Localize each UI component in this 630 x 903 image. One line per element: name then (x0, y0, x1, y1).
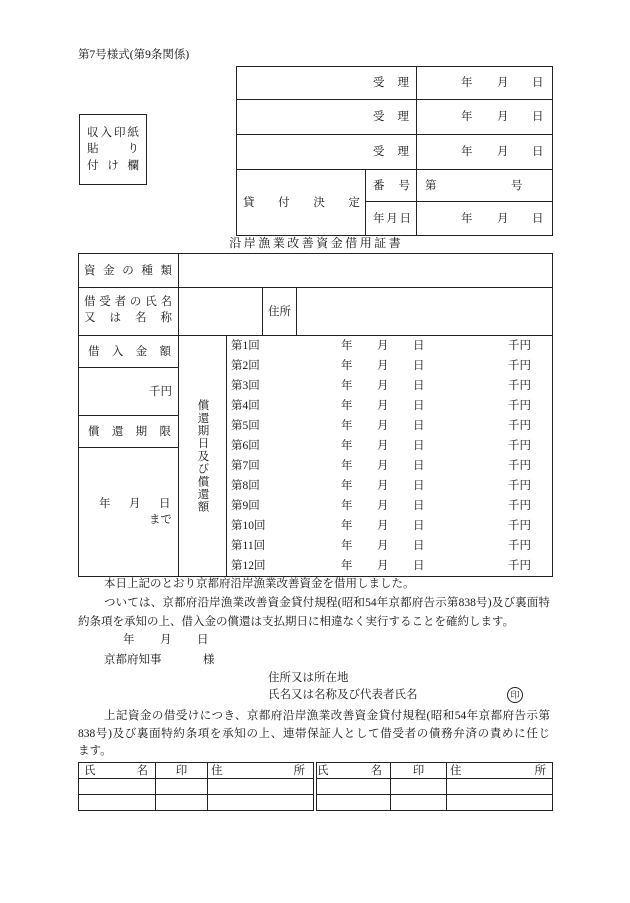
installment-label: 第5回 (231, 420, 260, 432)
declaration-line: ついては、京都府沿岸漁業改善資金貸付規程(昭和54年京都府告示第838号)及び裏面特 (104, 597, 550, 609)
amount-unit-label: 千円 (508, 420, 531, 432)
guarantor-line: 838号)及び裏面特約条項を承知の上、連帯保証人として借受者の債務弁済の責めに任じ (78, 728, 550, 740)
amount-unit-label: 千円 (508, 400, 531, 412)
guarantor-name-field (316, 778, 391, 795)
stamp-box-label-line: 付け欄 (87, 160, 139, 172)
day-label: 日 (413, 480, 425, 492)
guarantor-seal-field (155, 794, 208, 811)
year-label: 年 (341, 380, 353, 392)
receipt-date-field (416, 99, 553, 135)
borrower-label-line: 又は名称 (84, 312, 172, 324)
fund-type-label: 資金の種類 (84, 264, 172, 277)
year-label: 年 (123, 634, 135, 646)
amount-unit-label: 千円 (508, 460, 531, 472)
receipt-date-field (416, 134, 553, 170)
month-label: 月 (377, 420, 389, 432)
guarantor-name-field (316, 794, 391, 811)
borrower-name-label: 氏名又は名称及び代表者氏名 (268, 689, 418, 701)
year-label: 年 (341, 360, 353, 372)
loan-decision-label: 貸付決定 (243, 196, 360, 209)
month-label: 月 (377, 560, 389, 572)
month-label: 月 (377, 440, 389, 452)
repayment-schedule (226, 335, 553, 577)
year-label: 年 (341, 480, 353, 492)
day-label: 日 (159, 498, 171, 510)
guarantor-address-header (446, 762, 553, 779)
number-suffix: 号 (511, 179, 523, 192)
number-prefix: 第 (425, 179, 437, 192)
schedule-label-cell (178, 335, 227, 577)
guarantor-address-field (446, 794, 553, 811)
borrower-name-field (178, 287, 263, 336)
day-label: 日 (413, 560, 425, 572)
address-label-cell (262, 287, 297, 336)
decision-number-label: 番号 (373, 179, 410, 192)
borrower-label-line: 借受者の氏名 (84, 296, 172, 308)
addressee-honorific: 様 (203, 654, 215, 666)
schedule-row (227, 416, 552, 436)
month-label: 月 (377, 540, 389, 552)
loan-amount-label-cell (78, 335, 179, 368)
month-label: 月 (377, 520, 389, 532)
installment-label: 第4回 (231, 400, 260, 412)
day-label: 日 (413, 500, 425, 512)
year-label: 年 (341, 400, 353, 412)
day-label: 日 (413, 360, 425, 372)
guarantor-seal-field (390, 794, 447, 811)
installment-label: 第8回 (231, 480, 260, 492)
repayment-deadline-label: 償還期限 (88, 425, 171, 438)
declaration-line: 約条項を承知の上、借入金の償還は支払期日に相違なく実行することを確約します。 (78, 616, 515, 628)
installment-label: 第10回 (231, 520, 266, 532)
guarantor-name-field (78, 794, 156, 811)
month-label: 月 (377, 500, 389, 512)
guarantor-seal-field (390, 778, 447, 795)
loan-decision-label-cell (236, 169, 366, 236)
installment-label: 第6回 (231, 440, 260, 452)
schedule-row (227, 356, 552, 376)
guarantor-seal-field (155, 778, 208, 795)
address-label: 住所 (268, 305, 291, 318)
installment-label: 第2回 (231, 360, 260, 372)
schedule-row (227, 376, 552, 396)
stamp-box-label-line: 収入印紙 (87, 127, 139, 139)
year-label: 年 (99, 498, 111, 510)
guarantor-line: ます。 (78, 745, 112, 757)
receipt-label: 受理 (373, 146, 409, 158)
receipt-label-cell (236, 134, 417, 170)
day-label: 日 (413, 540, 425, 552)
installment-label: 第12回 (231, 560, 266, 572)
installment-label: 第7回 (231, 460, 260, 472)
addressee: 京都府知事 (104, 654, 162, 666)
day-label: 日 (413, 520, 425, 532)
year-label: 年 (461, 111, 473, 123)
installment-label: 第3回 (231, 380, 260, 392)
month-label: 月 (377, 460, 389, 472)
day-label: 日 (413, 400, 425, 412)
fund-type-field (178, 253, 553, 288)
year-label: 年 (341, 560, 353, 572)
year-label: 年 (461, 77, 473, 89)
name-header-label: 氏名 (84, 764, 148, 777)
day-label: 日 (532, 212, 544, 225)
month-label: 月 (497, 111, 509, 123)
schedule-row (227, 516, 552, 536)
receipt-label-cell (236, 99, 417, 135)
month-label: 月 (377, 480, 389, 492)
year-label: 年 (341, 540, 353, 552)
decision-date-field (416, 201, 553, 236)
seal-header-label: 印 (412, 764, 425, 777)
repayment-deadline-label-cell (78, 415, 179, 448)
month-label: 月 (497, 212, 509, 225)
year-label: 年 (461, 146, 473, 158)
month-label: 月 (129, 498, 141, 510)
year-label: 年 (461, 212, 473, 225)
year-label: 年 (341, 500, 353, 512)
guarantor-name-field (78, 778, 156, 795)
deadline-suffix: まで (149, 514, 172, 526)
guarantor-line: 上記資金の借受けにつき、京都府沿岸漁業改善資金貸付規程(昭和54年京都府告示第 (104, 710, 550, 722)
fund-type-label-cell (78, 253, 179, 288)
seal-mark-icon: 印 (507, 687, 523, 703)
address-header-label: 住所 (450, 764, 546, 777)
decision-date-label-cell (365, 201, 417, 236)
schedule-row (227, 336, 552, 356)
loan-amount-field (78, 367, 179, 416)
receipt-date-field (416, 66, 553, 100)
month-label: 月 (497, 146, 509, 158)
decision-number-field (416, 169, 553, 202)
revenue-stamp-box (79, 114, 147, 185)
year-label: 年 (341, 340, 353, 352)
month-label: 月 (377, 380, 389, 392)
decision-date-label: 年月日 (373, 212, 411, 225)
declaration-line: 本日上記のとおり京都府沿岸漁業改善資金を借用しました。 (104, 578, 415, 590)
year-label: 年 (341, 440, 353, 452)
month-label: 月 (160, 634, 172, 646)
amount-unit-label: 千円 (508, 560, 531, 572)
seal-header-label: 印 (175, 764, 188, 777)
guarantor-address-header (207, 762, 314, 779)
stamp-box-label-line: 貼り (87, 143, 139, 155)
day-label: 日 (413, 340, 425, 352)
installment-label: 第11回 (231, 540, 266, 552)
amount-unit-label: 千円 (508, 500, 531, 512)
guarantor-address-field (207, 794, 314, 811)
guarantor-address-field (446, 778, 553, 795)
guarantor-name-header (316, 762, 391, 779)
document-title: 沿岸漁業改善資金借用証書 (229, 236, 404, 250)
schedule-row (227, 536, 552, 556)
form-number: 第7号様式(第9条関係) (78, 49, 190, 61)
year-label: 年 (341, 420, 353, 432)
loan-amount-unit: 千円 (149, 385, 172, 398)
year-label: 年 (341, 460, 353, 472)
installment-label: 第1回 (231, 340, 260, 352)
day-label: 日 (532, 77, 544, 89)
schedule-row (227, 476, 552, 496)
amount-unit-label: 千円 (508, 340, 531, 352)
amount-unit-label: 千円 (508, 480, 531, 492)
day-label: 日 (413, 460, 425, 472)
repayment-deadline-field (78, 447, 179, 577)
installment-label: 第9回 (231, 500, 260, 512)
borrower-address-label: 住所又は所在地 (268, 672, 349, 684)
schedule-row (227, 496, 552, 516)
receipt-label: 受理 (373, 111, 409, 123)
day-label: 日 (413, 420, 425, 432)
day-label: 日 (197, 634, 209, 646)
day-label: 日 (532, 146, 544, 158)
guarantor-seal-header (390, 762, 447, 779)
day-label: 日 (413, 440, 425, 452)
amount-unit-label: 千円 (508, 520, 531, 532)
borrower-label-cell (78, 287, 179, 336)
year-label: 年 (341, 520, 353, 532)
schedule-row (227, 556, 552, 576)
amount-unit-label: 千円 (508, 360, 531, 372)
schedule-row (227, 396, 552, 416)
month-label: 月 (377, 400, 389, 412)
receipt-label-cell (236, 66, 417, 100)
amount-unit-label: 千円 (508, 540, 531, 552)
receipt-label: 受理 (373, 77, 409, 89)
day-label: 日 (413, 380, 425, 392)
day-label: 日 (532, 111, 544, 123)
month-label: 月 (377, 360, 389, 372)
amount-unit-label: 千円 (508, 440, 531, 452)
address-field (296, 287, 553, 336)
address-header-label: 住所 (211, 764, 305, 777)
amount-unit-label: 千円 (508, 380, 531, 392)
month-label: 月 (497, 77, 509, 89)
guarantor-name-header (78, 762, 156, 779)
name-header-label: 氏名 (317, 764, 382, 777)
guarantor-seal-header (155, 762, 208, 779)
schedule-label: 償還期日及び償還額 (196, 398, 209, 514)
decision-number-label-cell (365, 169, 417, 202)
month-label: 月 (377, 340, 389, 352)
loan-amount-label: 借入金額 (88, 345, 171, 358)
guarantor-address-field (207, 778, 314, 795)
schedule-row (227, 456, 552, 476)
schedule-row (227, 436, 552, 456)
